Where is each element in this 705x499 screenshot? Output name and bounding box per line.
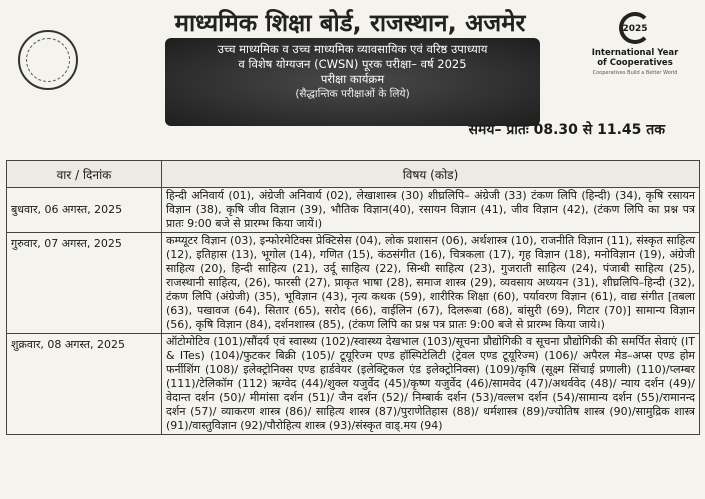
banner-line-2: व विशेष योग्यजन (CWSN) पूरक परीक्षा– वर्ष 2025 bbox=[238, 57, 467, 71]
exam-banner bbox=[165, 38, 540, 126]
day-cell: बुधवार, 06 अगस्त, 2025 bbox=[7, 188, 162, 233]
logo-tagline: Cooperatives Build a Better World bbox=[592, 70, 678, 76]
exam-schedule-table bbox=[6, 160, 700, 435]
cooperatives-year-logo bbox=[590, 12, 680, 107]
board-title: माध्यमिक शिक्षा बोर्ड, राजस्थान, अजमेर bbox=[174, 9, 526, 37]
board-seal-logo bbox=[18, 30, 78, 90]
document-header bbox=[0, 0, 705, 150]
day-cell: गुरुवार, 07 अगस्त, 2025 bbox=[7, 233, 162, 334]
banner-line-3: परीक्षा कार्यक्रम bbox=[320, 72, 385, 86]
subjects-cell: हिन्दी अनिवार्य (01), अंग्रेजी अनिवार्य (02), लेखाशास्त्र (30) शीघ्रलिपि– अंग्रेजी (33) टंकण लिपि (हिन्दी) (34), कृषि रसायन विज्ञान (38), कृषि जीव विज्ञान (39), भौतिक विज्ञान(40), रसायन विज्ञान (41), जीव विज्ञान (42), (टंकण लिपि का प्रश्न पत्र प्रातः 9:00 बजे से प्रारम्भ किया जायें।) bbox=[162, 188, 700, 233]
seal-inner-ring-icon bbox=[26, 38, 70, 82]
table-header-row bbox=[7, 161, 700, 188]
table-row bbox=[7, 188, 700, 233]
column-header-day: वार / दिनांक bbox=[7, 161, 162, 188]
column-header-subject: विषय (कोड) bbox=[162, 161, 700, 188]
table-row bbox=[7, 233, 700, 334]
exam-time: समय– प्रातः 08.30 से 11.45 तक bbox=[468, 122, 665, 138]
logo-title: International Year of Cooperatives bbox=[591, 48, 679, 68]
logo-year: 2025 bbox=[622, 24, 648, 34]
table-row bbox=[7, 334, 700, 435]
subjects-cell: ऑटोमोटिव (101)/सौंदर्य एवं स्वास्थ्य (102)/स्वास्थ्य देखभाल (103)/सूचना प्रौद्योगिकी व सूचना प्रौद्योगिकी की समर्पित सेवाएं (IT & ITes) (104)/फुटकर बिक्री (105)/ टूयूरिज्म एण्ड हॉस्पिटेलिटी (ट्रेवल एण्ड टूयूरिज्म) (106)/ अपैरल मेड–अप्स एण्ड होम फर्नीशिंग (108)/ इलेक्ट्रोनिक्स एण्ड हार्डवेयर (इलेक्ट्रिकल एंड इलेक्ट्रोनिक्स) (109)/कृषि (सूक्ष्म सिंचाई प्रणाली) (110)/प्लम्बर (111)/टेलिकॉम (112) ऋग्वेद (44)/शुक्ल यजुर्वेद (45)/कृष्ण यजुर्वेद (46)/सामवेद (47)/अथर्ववेद (48)/ न्याय दर्शन (49)/ वेदान्त दर्शन (50)/ मीमांसा दर्शन (51)/ जैन दर्शन (52)/ निम्बार्क दर्शन (53)/वल्लभ दर्शन (54)/सामान्य दर्शन (55)/रामानन्द दर्शन (57)/ व्याकरण शास्त्र (86)/ साहित्य शास्त्र (87)/पुराणेतिहास (88)/ धर्मशास्त्र (89)/ज्योतिष शास्त्र (90)/सामुद्रिक शास्त्र (91)/वास्तुविज्ञान (92)/पौरोहित्य शास्त्र (93)/संस्कृत वाड्.मय (94) bbox=[162, 334, 700, 435]
day-cell: शुक्रवार, 08 अगस्त, 2025 bbox=[7, 334, 162, 435]
banner-line-4: (सैद्धान्तिक परीक्षाओं के लिये) bbox=[295, 88, 410, 100]
banner-line-1: उच्च माध्यमिक व उच्च माध्यमिक व्यावसायिक एवं वरिष्ठ उपाध्याय bbox=[217, 42, 488, 56]
subjects-cell: कम्प्यूटर विज्ञान (03), इन्फोरमेटिक्स प्रेक्टिसेस (04), लोक प्रशासन (06), अर्थशास्त्र (10), राजनीति विज्ञान (11), संस्कृत साहित्य (12), इतिहास (13), भूगोल (14), गणित (15), कंठसंगीत (16), चित्रकला (17), गृह विज्ञान (18), मनोविज्ञान (19), अंग्रेजी साहित्य (20), हिन्दी साहित्य (21), उर्दू साहित्य (22), सिन्धी साहित्य (23), गुजराती साहित्य (24), पंजाबी साहित्य (25), राजस्थानी साहित्य, (26), फारसी (27), प्राकृत भाषा (28), समाज शास्त्र (29), व्यवसाय अध्ययन (31), शीघ्रलिपि–हिन्दी (32), टंकण लिपि (अंग्रेजी) (35), भूविज्ञान (43), नृत्य कथक (59), शारीरिक शिक्षा (60), पर्यावरण विज्ञान (61), वाद्य संगीत [तबला (63), पखावज (64), सितार (65), सरोद (66), वाईलिन (67), दिलरूबा (68), बांसुरी (69), गिटार (70)] सामान्य विज्ञान (56), कृषि विज्ञान (84), दर्शनशास्त्र (85), (टंकण लिपि का प्रश्न पत्र प्रातः 9:00 बजे से प्रारम्भ किया जाये।) bbox=[162, 233, 700, 334]
